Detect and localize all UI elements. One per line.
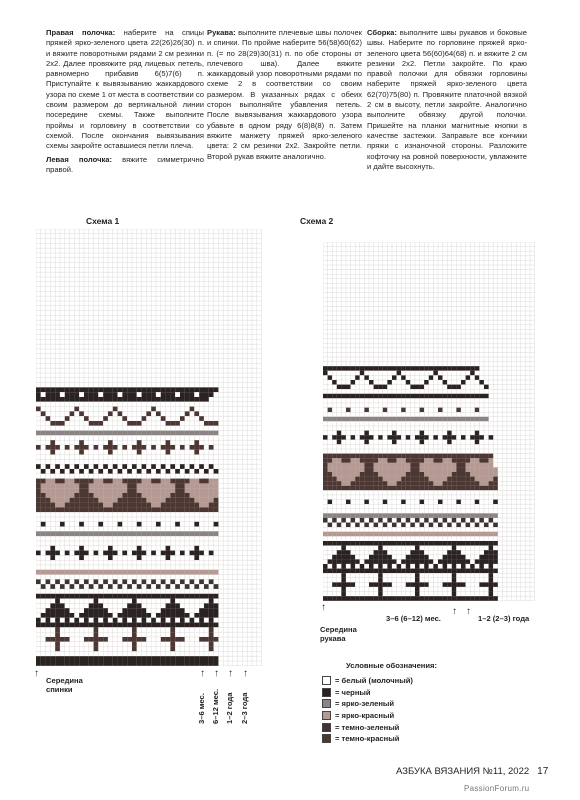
legend-swatch: [322, 723, 331, 732]
page-footer: [396, 766, 548, 777]
sleeve-size-label-small: 3–6 (6–12) мес.: [386, 614, 441, 623]
legend-label: = белый (молочный): [335, 676, 413, 686]
size-arrow-icon: ↑: [228, 668, 233, 679]
instructions-column-3: [367, 28, 527, 175]
legend-swatch: [322, 688, 331, 697]
right-front-heading: Правая полочка:: [46, 28, 116, 37]
instructions-column-2: [207, 28, 362, 165]
size-arrow-icon: ↑: [214, 668, 219, 679]
legend-swatch: [322, 676, 331, 685]
legend-item: [322, 721, 437, 733]
legend-swatch: [322, 734, 331, 743]
left-front-text: вяжите симметрично правой.: [46, 154, 204, 174]
scheme-1-chart: [36, 229, 265, 669]
size-label-1-2y: 1–2 года: [225, 692, 234, 724]
center-back-label: Середина спинки: [46, 676, 83, 694]
scheme-2-chart: [323, 242, 535, 602]
right-front-text: наберите на спицы пряжей ярко-зеленого цвета 22(26)26(30) п. и вяжите поворотными рядами 2 см резинки 2х2. Далее провяжите ряд лицевых петель, равномерно прибавив 6(5)7(6) п. Приступайте к вывязыванию жаккардового узора по схеме 1 от места в соответствии со своим размером до вертикальной линии посередине схемы. Также выполните проймы и горловину в соответствии со схемой. После окончания вывязывания схемы закройте оставшиеся петли плеча.: [46, 28, 204, 151]
page-number: 17: [537, 766, 549, 777]
legend-label: = темно-красный: [335, 734, 400, 744]
size-arrow-icon: ↑: [200, 668, 205, 679]
legend-label: = ярко-зеленый: [335, 699, 395, 709]
size-label-3-6m: 3–6 мес.: [197, 693, 206, 724]
scheme-1-title: Схема 1: [86, 216, 120, 226]
instructions-column-1: [46, 28, 204, 178]
legend-item: [322, 710, 437, 722]
legend-title: Условные обозначения:: [346, 661, 438, 670]
watermark: PassionForum.ru: [464, 784, 530, 793]
legend: [322, 661, 437, 745]
center-sleeve-label: Середина рукава: [320, 625, 357, 643]
legend-swatch: [322, 711, 331, 720]
assembly-text: выполните швы рукавов и боковые швы. Наберите по горловине пряжей ярко-зеленого цвета 56(60)64(68) п. и вяжите 2 см резинки 2х2. Петли закройте. По краю правой полочки для обвязки горловины наберите пряжей ярко-зеленого цвета 62(70)75(80) п. Провяжите платочной вязкой 2 см в высоту, петли закройте. Аналогично выполните обвязку другой полочки. Пришейте на планки магнитные кнопки в качестве застежки. Заправьте все кончики пряжи с изнаночной стороны. Разложите кофточку на ровной поверхности, увлажните и дайте высохнуть.: [367, 28, 527, 171]
size-arrow-icon: ↑: [243, 668, 248, 679]
legend-item: [322, 675, 437, 687]
legend-item: [322, 698, 437, 710]
scheme-2-title: Схема 2: [300, 216, 334, 226]
sleeves-text: выполните плечевые швы полочек и спинки. По пройме наберите 56(58)60(62) п. (= по 28(29)30(31) п. по обе стороны от плечевого шва). Далее вяжите жаккардовый узор поворотными рядами по схеме 2 в соответствии со своим размером. В указанных рядах с обеих сторон выполняйте убавления петель. После вывязывания жаккардового узора убавьте в одном ряду 6(8)8(8) п. Затем вяжите манжету пряжей ярко-зеленого цвета: 2 см резинки 2х2. Закройте петли. Второй рукав вяжите аналогично.: [207, 28, 362, 161]
magazine-title: АЗБУКА ВЯЗАНИЯ №11, 2022: [396, 766, 530, 777]
size-label-6-12m: 6–12 мес.: [211, 688, 220, 724]
legend-label: = темно-зеленый: [335, 722, 400, 732]
assembly-heading: Сборка:: [367, 28, 397, 37]
legend-item: [322, 687, 437, 699]
center-back-arrow-icon: ↑: [34, 668, 39, 679]
left-front-heading: Левая полочка:: [46, 154, 113, 164]
legend-swatch: [322, 699, 331, 708]
size-arrow-icon: ↑: [452, 606, 457, 617]
legend-label: = черный: [335, 687, 371, 697]
legend-item: [322, 733, 437, 745]
size-arrow-icon: ↑: [466, 606, 471, 617]
legend-label: = ярко-красный: [335, 711, 395, 721]
sleeve-size-label-large: 1–2 (2–3) года: [478, 614, 530, 623]
center-sleeve-arrow-icon: ↑: [321, 602, 326, 613]
size-label-2-3y: 2–3 года: [240, 692, 249, 724]
sleeves-heading: Рукава:: [207, 28, 236, 37]
